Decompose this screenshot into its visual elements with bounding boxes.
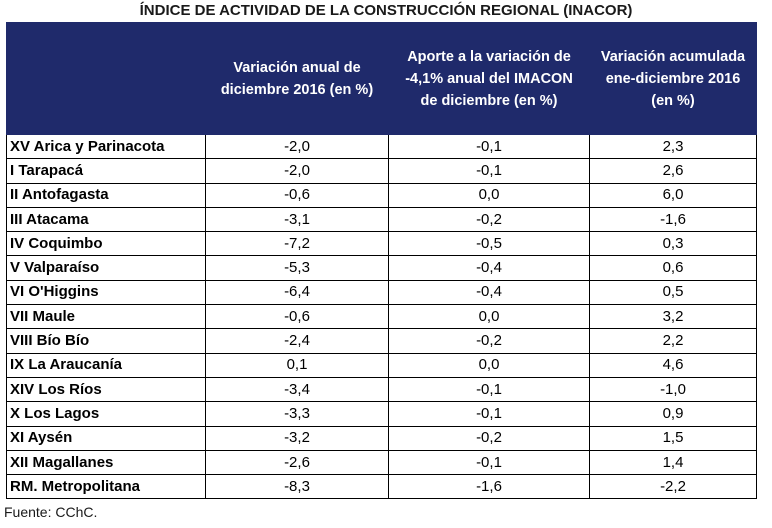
header-aporte: Aporte a la variación de -4,1% anual del IMACON de diciembre (en %) (389, 23, 590, 135)
region-cell: III Atacama (7, 207, 206, 231)
aporte-cell: -0,1 (389, 159, 590, 183)
source-note: Fuente: CChC. (4, 504, 98, 520)
table-row (7, 232, 757, 256)
table-row (7, 135, 757, 159)
acumulada-cell: 0,9 (590, 402, 757, 426)
region-cell: XIV Los Ríos (7, 377, 206, 401)
acumulada-cell: 0,3 (590, 232, 757, 256)
region-cell: I Tarapacá (7, 159, 206, 183)
aporte-cell: -0,5 (389, 232, 590, 256)
region-cell: V Valparaíso (7, 256, 206, 280)
region-cell: VI O'Higgins (7, 280, 206, 304)
acumulada-cell: 1,5 (590, 426, 757, 450)
aporte-cell: -0,1 (389, 450, 590, 474)
acumulada-cell: -1,6 (590, 207, 757, 231)
header-variacion-anual: Variación anual de diciembre 2016 (en %) (206, 23, 389, 135)
table-title: ÍNDICE DE ACTIVIDAD DE LA CONSTRUCCIÓN REGIONAL (INACOR) (139, 2, 633, 19)
table-row (7, 329, 757, 353)
inacor-table (6, 22, 757, 499)
region-cell: RM. Metropolitana (7, 475, 206, 499)
anual-cell: -3,1 (206, 207, 389, 231)
aporte-cell: 0,0 (389, 183, 590, 207)
acumulada-cell: 2,3 (590, 135, 757, 159)
region-cell: VII Maule (7, 305, 206, 329)
aporte-cell: -0,1 (389, 377, 590, 401)
acumulada-cell: 1,4 (590, 450, 757, 474)
region-cell: XI Aysén (7, 426, 206, 450)
acumulada-cell: 0,6 (590, 256, 757, 280)
aporte-cell: -0,1 (389, 135, 590, 159)
aporte-cell: -0,4 (389, 256, 590, 280)
table-row (7, 426, 757, 450)
region-cell: IV Coquimbo (7, 232, 206, 256)
anual-cell: 0,1 (206, 353, 389, 377)
header-row (7, 23, 757, 135)
region-cell: II Antofagasta (7, 183, 206, 207)
table-row (7, 353, 757, 377)
table-row (7, 402, 757, 426)
acumulada-cell: -1,0 (590, 377, 757, 401)
table-row (7, 183, 757, 207)
anual-cell: -3,4 (206, 377, 389, 401)
aporte-cell: -0,1 (389, 402, 590, 426)
aporte-cell: -1,6 (389, 475, 590, 499)
anual-cell: -3,2 (206, 426, 389, 450)
region-cell: X Los Lagos (7, 402, 206, 426)
acumulada-cell: 4,6 (590, 353, 757, 377)
aporte-cell: 0,0 (389, 353, 590, 377)
aporte-cell: -0,4 (389, 280, 590, 304)
table-row (7, 305, 757, 329)
header-variacion-acumulada: Variación acumulada ene-diciembre 2016 (en %) (590, 23, 757, 135)
table-row (7, 159, 757, 183)
acumulada-cell: 2,2 (590, 329, 757, 353)
table-row (7, 377, 757, 401)
anual-cell: -2,4 (206, 329, 389, 353)
table-row (7, 256, 757, 280)
anual-cell: -0,6 (206, 183, 389, 207)
anual-cell: -8,3 (206, 475, 389, 499)
region-cell: XV Arica y Parinacota (7, 135, 206, 159)
region-cell: XII Magallanes (7, 450, 206, 474)
acumulada-cell: 3,2 (590, 305, 757, 329)
acumulada-cell: -2,2 (590, 475, 757, 499)
table-row (7, 207, 757, 231)
table-row (7, 280, 757, 304)
table-row (7, 450, 757, 474)
anual-cell: -3,3 (206, 402, 389, 426)
aporte-cell: -0,2 (389, 426, 590, 450)
acumulada-cell: 6,0 (590, 183, 757, 207)
aporte-cell: 0,0 (389, 305, 590, 329)
acumulada-cell: 0,5 (590, 280, 757, 304)
region-cell: IX La Araucanía (7, 353, 206, 377)
table-row (7, 475, 757, 499)
aporte-cell: -0,2 (389, 329, 590, 353)
anual-cell: -2,6 (206, 450, 389, 474)
anual-cell: -5,3 (206, 256, 389, 280)
acumulada-cell: 2,6 (590, 159, 757, 183)
header-region (7, 23, 206, 135)
region-cell: VIII Bío Bío (7, 329, 206, 353)
table-body (7, 135, 757, 499)
anual-cell: -0,6 (206, 305, 389, 329)
aporte-cell: -0,2 (389, 207, 590, 231)
anual-cell: -2,0 (206, 159, 389, 183)
anual-cell: -2,0 (206, 135, 389, 159)
anual-cell: -6,4 (206, 280, 389, 304)
anual-cell: -7,2 (206, 232, 389, 256)
